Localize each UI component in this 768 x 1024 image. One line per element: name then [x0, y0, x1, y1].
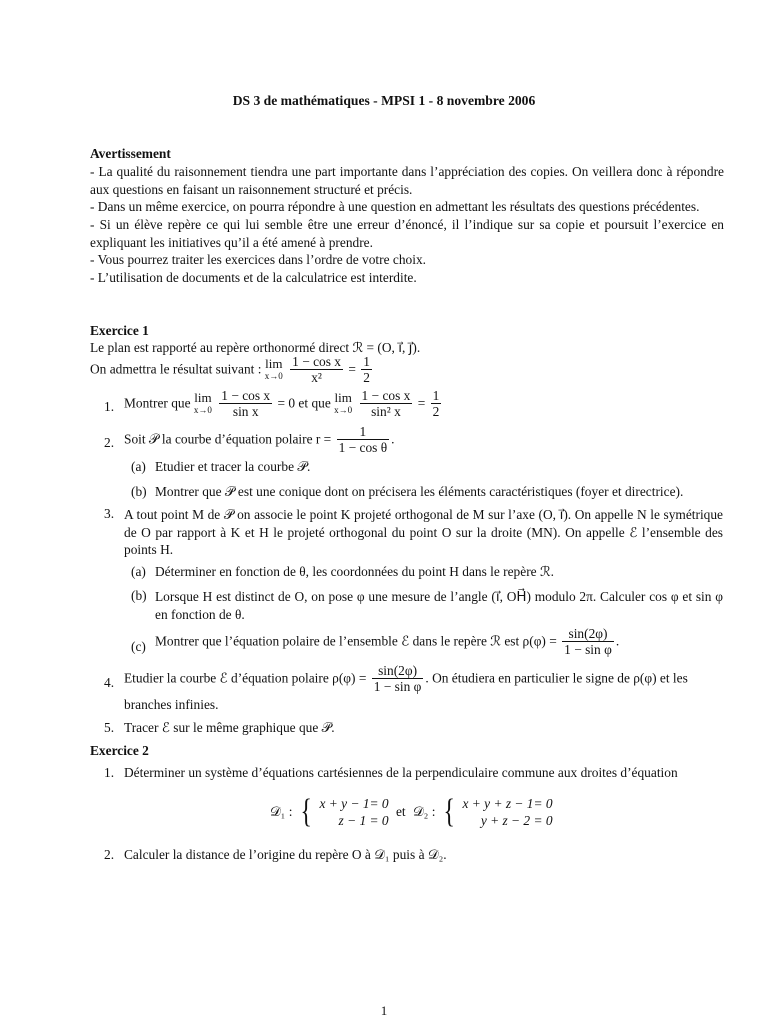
question-3a-label: (a) — [131, 564, 146, 579]
question-2a: Etudier et tracer la courbe 𝒫. — [155, 459, 311, 474]
question-1: Montrer que lim x→0 $\frac{\text{1 − cos x}}{\text{sin x}}$ = 0 et que lim x→0 $\frac{\text{1 − cos x}}{\text{sin² x}}$ = $\frac{1}{2}$ — [124, 388, 440, 419]
warning-item-1: - La qualité du raisonnement tiendra une part importante dans l’appréciation des copies. On veillera donc à répondre aux questions en faisant un raisonnement structuré et précis. — [90, 164, 724, 197]
warning-heading: Avertissement — [90, 146, 171, 161]
ex2-question-1: Déterminer un système d’équations cartésiennes de la perpendiculaire commune aux droites d’équation — [124, 765, 678, 780]
question-3: A tout point M de 𝒫 on associe le point K projeté orthogonal de M sur l’axe (O, i⃗). On appelle N le symétrique de O par rapport à K et H le projeté orthogonal du point O sur la droite (MN). On appelle ℰ l’ensemble des points H. — [124, 507, 723, 558]
question-3b: Lorsque H est distinct de O, on pose φ une mesure de l’angle (i⃗, OH⃗) modulo 2π. Calculer cos φ et sin φ en fonction de θ. — [155, 589, 723, 622]
exercise-1-heading: Exercice 1 — [90, 323, 149, 338]
page-number: 1 — [380, 1003, 388, 1018]
question-4-continued: branches infinies. — [124, 697, 219, 712]
warning-item-2: - Dans un même exercice, on pourra répondre à une question en admettant les résultats des questions précédentes. — [90, 199, 700, 214]
question-2b-label: (b) — [131, 484, 147, 499]
question-5: Tracer ℰ sur le même graphique que 𝒫. — [124, 720, 335, 735]
question-4: Etudier la courbe ℰ d’équation polaire ρ(φ) = $\frac{\sin(2\varphi)}{\text{1 − sin φ}}$ . On étudiera en particulier le signe de ρ(φ) et les — [124, 663, 688, 694]
exercise-2-heading: Exercice 2 — [90, 743, 149, 758]
question-2b: Montrer que 𝒫 est une conique dont on précisera les éléments caractéristiques (foyer et directrice). — [155, 484, 684, 499]
ex2-question-2: Calculer la distance de l’origine du repère O à 𝒟₁ puis à 𝒟₂. — [124, 847, 447, 862]
question-3b-label: (b) — [131, 588, 147, 603]
exam-title: DS 3 de mathématiques - MPSI 1 - 8 novembre 2006 — [232, 93, 536, 108]
question-2a-label: (a) — [131, 459, 146, 474]
exercise-1-intro: Le plan est rapporté au repère orthonormé direct ℛ = (O, i⃗, j⃗). — [90, 340, 421, 355]
question-3c-label: (c) — [131, 639, 146, 654]
admitted-limit: On admettra le résultat suivant : lim x→0 $\frac{\text{1 − cos x}}{\text{x²}}$ = $\frac{1}{2}$ — [90, 354, 370, 385]
line-equations: 𝒟₁ : { x + y − 1= 0 z − 1 = 0 et 𝒟₂ : { x + y + z − 1= 0 y + z − 2 = 0 — [270, 793, 553, 830]
question-1-number: 1. — [104, 399, 115, 414]
question-4-number: 4. — [104, 675, 115, 690]
question-2: Soit 𝒫 la courbe d’équation polaire r = $\frac{1}{\text{1 − cos θ}}$ . — [124, 424, 395, 455]
question-5-number: 5. — [104, 720, 115, 735]
warning-item-4: - Vous pourrez traiter les exercices dans l’ordre de votre choix. — [90, 252, 427, 267]
question-3c: Montrer que l’équation polaire de l’ensemble ℰ dans le repère ℛ est ρ(φ) = $\frac{\sin(2\varphi)}{\text{1 − sin φ}}$ . — [155, 626, 620, 657]
question-3-number: 3. — [104, 506, 115, 521]
ex2-question-2-number: 2. — [104, 847, 115, 862]
warning-item-5: - L’utilisation de documents et de la calculatrice est interdite. — [90, 270, 417, 285]
ex2-question-1-number: 1. — [104, 765, 115, 780]
warning-item-3: - Si un élève repère ce qui lui semble être une erreur d’énoncé, il l’indique sur sa copie et poursuit l’exercice en expliquant les initiatives qu’il a été amené à prendre. — [90, 217, 724, 250]
question-2-number: 2. — [104, 435, 115, 450]
question-3a: Déterminer en fonction de θ, les coordonnées du point H dans le repère ℛ. — [155, 564, 554, 579]
